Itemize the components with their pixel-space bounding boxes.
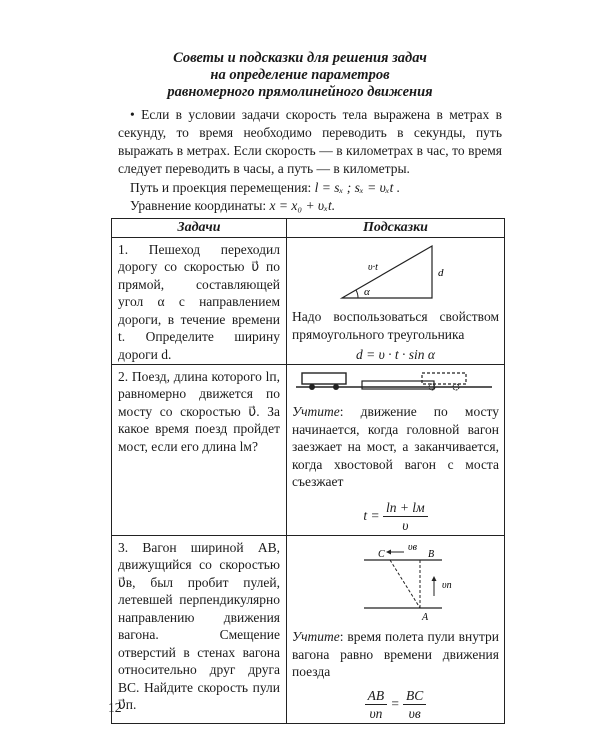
tasks-table: [111, 218, 505, 724]
fig3-b-label: B: [428, 548, 435, 560]
table-row: [112, 237, 505, 364]
fig3-a-label: A: [422, 611, 429, 623]
intro-paragraph: [118, 106, 502, 178]
hint-cell-1: [287, 237, 505, 364]
hint-2-formula: [292, 499, 499, 535]
hint-3-prefix: Учтите: [292, 629, 340, 644]
header-hints: Подсказки: [287, 219, 505, 238]
table-header-row: [112, 219, 505, 238]
hint-3-eq: =: [390, 695, 400, 711]
task-cell-1: [112, 237, 287, 364]
intro-block: [118, 106, 502, 178]
task-cell-3: [112, 535, 287, 723]
hint-1-text: Надо воспользоваться свойством прямоугольного треугольника: [292, 309, 499, 342]
hint-3-fraction-right: [403, 687, 426, 723]
table-row: [112, 364, 505, 535]
hint-2-lhs: t =: [363, 507, 380, 523]
bullet: •: [130, 107, 135, 122]
coord-formula: x = x₀ + υₓt.: [269, 198, 336, 213]
hint-3-den-left: υп: [369, 706, 383, 721]
page-number: 12: [108, 700, 122, 715]
hint-2-den: υ: [402, 518, 409, 533]
path-formula-line: [130, 180, 400, 196]
task-cell-2: [112, 364, 287, 535]
task-2-text: 2. Поезд, длина которого lп, равномерно движется по мосту со скоростью υ⃗. За какое время поезд пройдет мост, если его длина lм?: [118, 368, 280, 454]
hint-3-text: : время полета пули внутри вагона равно времени движения поезда: [292, 629, 499, 679]
hint-3-num-left: AB: [365, 687, 388, 706]
hint-3-den-right: υв: [408, 706, 421, 721]
coord-formula-line: [130, 198, 335, 214]
title-line-3: равномерного прямолинейного движения: [167, 84, 433, 100]
fig3-c-label: C: [378, 548, 385, 560]
train-bridge-figure: [292, 367, 498, 395]
intro-text: Если в условии задачи скорость тела выражена в метрах в секунду, то время необходимо переводить в секунды, путь выражать в метрах. Если скорость — в километрах в час, то время следует переводить в часы, а путь — в километры.: [118, 107, 503, 176]
coord-label: Уравнение координаты:: [130, 198, 267, 213]
header-tasks: Задачи: [112, 219, 287, 238]
fig3-vp-label: υп: [442, 579, 452, 591]
path-label: Путь и проекция перемещения:: [130, 180, 312, 195]
fig3-vv-label: υв: [408, 541, 417, 553]
hint-1-formula: d = υ · t · sin α: [355, 347, 436, 362]
hint-2-note: [292, 403, 499, 491]
hint-3-formula: [292, 687, 499, 723]
hint-cell-2: [287, 364, 505, 535]
fig1-hyp-label: υ·t: [368, 261, 378, 273]
task-3-text: 3. Вагон шириной AB, движущийся со скоростью υ⃗в, был пробит пулей, летевшей перпендикулярно направлению движения вагона. Смещение отверстий в стенах вагона относительно друг друга BC. Найдите скорость пули υ⃗п.: [118, 539, 280, 712]
title-line-1: Советы и подсказки для решения задач: [173, 50, 427, 66]
hint-2-fraction: [383, 499, 428, 535]
fig1-angle-label: α: [364, 285, 370, 298]
table-row: [112, 535, 505, 723]
hint-2-num: lп + lм: [383, 499, 428, 518]
path-formula: l = sₓ ; sₓ = υₓt .: [314, 180, 401, 195]
triangle-figure: [292, 240, 498, 304]
hint-3-note: [292, 628, 499, 681]
hint-cell-3: [287, 535, 505, 723]
hint-3-num-right: BC: [403, 687, 426, 706]
hint-2-prefix: Учтите: [292, 404, 340, 419]
page-title: [0, 50, 600, 101]
fig1-side-label: d: [438, 266, 444, 279]
hint-2-text: : движение по мосту начинается, когда головной вагон заезжает на мост, а заканчивается, когда хвостовой вагон с моста съезжает: [292, 404, 499, 489]
title-line-2: на определение параметров: [210, 67, 390, 83]
task-1-text: 1. Пешеход переходил дорогу со скоростью υ⃗ по прямой, составляющей угол α с направлением дороги, в течение времени t. Определите ширину дороги d.: [118, 241, 280, 362]
wagon-bullet-figure: [292, 538, 498, 624]
hint-3-fraction-left: [365, 687, 388, 723]
